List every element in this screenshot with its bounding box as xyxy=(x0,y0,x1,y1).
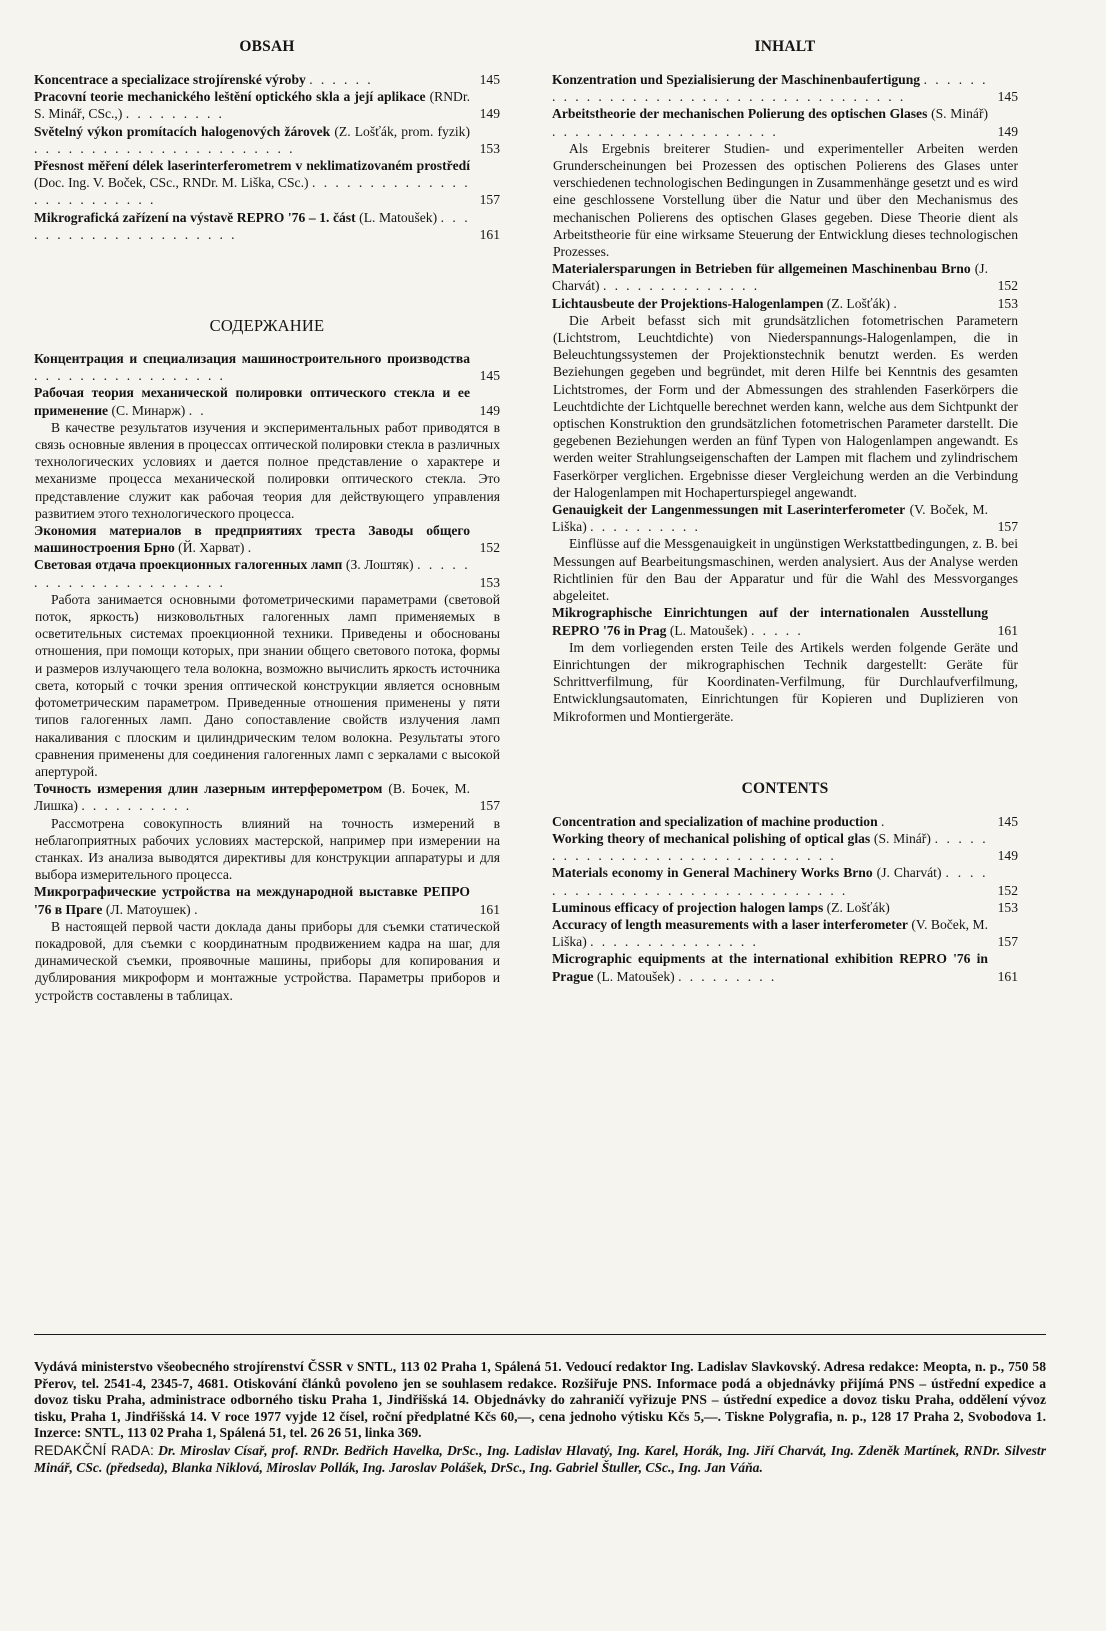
toc-entry xyxy=(552,260,1018,294)
article-author: (L. Matoušek) xyxy=(593,968,675,984)
toc-entry xyxy=(552,71,1018,105)
obsah-heading: OBSAH xyxy=(239,38,295,55)
leader-dots: . . . . . . . . . . . . . . . . . . . . . . . xyxy=(34,140,295,156)
article-author: (S. Minář) xyxy=(927,106,989,122)
article-title xyxy=(552,71,988,105)
toc-entry xyxy=(552,295,1018,501)
page-number: 149 xyxy=(997,123,1018,139)
leader-dots: . . . . . . . . . . . . . . . . . . . . . . . . . . . . . . . . . . . . . xyxy=(552,72,988,105)
toc-entry xyxy=(34,157,500,209)
page-number: 157 xyxy=(997,934,1018,950)
article-title-bold: Точность измерения длин лазерным интерферометром xyxy=(34,781,383,797)
article-abstract: Die Arbeit befasst sich mit grundsätzlichen fotometrischen Parametern (Lichtstrom, Leuchtdichte) von Niederspannungs-Halogenlampen, die in Beleuchtungssystemen der Projektionstechnik benutzt werden. Es werden Beziehungen gegeben und begründet, mit deren Hilfe bei Kenntnis des gesamten Lichtstromes, der Form und der Abmessungen des strahlenden Faserkörpers die Leuchtdichte der Lichtquelle berechnet werden kann, welche aus dem Sichtpunkt der optischen Konstruktion den grundsätzlichen fotometrischen Parameter darstellt. Die gegebenen Beziehungen werden an fünf Typen von Halogenlampen angewandt. Es werden weiter Strahlungseigenschaften der Lampen mit flachem und zylindrischem Faserkörper verglichen. Ergebnisse dieser Vergleichung werden an die Verbindung der Halogenlampen mit Hochaperturspiegel angewandt. xyxy=(553,312,1018,500)
contents-list xyxy=(552,813,1018,985)
leader-dots: . . . . . . . . . . . . . . . . . . . . . . . . . . . . . . xyxy=(552,830,989,864)
article-abstract: Im dem vorliegenden ersten Teile des Artikels werden folgende Geräte und Einrichtungen der mikrographischen Technik dargestellt: Geräte für Schrittverfilmung, für Koordinaten-Verfilmung, für Durchlaufverfilmung, Entwicklungsautomaten, Einrichtungen für Kopieren und Duplizieren von Mikroformen und Montiergeräte. xyxy=(553,639,1018,724)
leader-dots: . xyxy=(893,295,900,311)
leader-dots: . . . . . xyxy=(751,622,804,638)
article-title xyxy=(552,105,988,139)
toc-entry xyxy=(34,883,500,1003)
leader-dots: . . . . . . . . . . . . . . . . . . . . . . xyxy=(34,557,470,590)
toc-entry-heading xyxy=(34,71,500,88)
article-title-bold: Přesnost měření délek laserinterferometrem v neklimatizovaném prostředí xyxy=(34,158,470,174)
footer-divider xyxy=(34,1334,1046,1335)
inhalt-list xyxy=(552,71,1018,725)
obsah-list xyxy=(34,71,500,243)
article-author: (Й. Харват) xyxy=(174,540,245,556)
page-number: 153 xyxy=(479,140,500,156)
article-title xyxy=(552,916,988,950)
article-title-bold: Koncentrace a specializace strojírenské výroby xyxy=(34,72,306,87)
article-title-bold: Luminous efficacy of projection halogen lamps xyxy=(552,899,824,915)
toc-entry xyxy=(34,71,500,88)
page-number: 152 xyxy=(479,540,500,556)
page-number: 149 xyxy=(479,402,500,418)
leader-dots: . . xyxy=(188,402,207,418)
article-title-bold: Arbeitstheorie der mechanischen Polierung des optischen Glases xyxy=(552,106,928,122)
toc-entry xyxy=(34,209,500,243)
article-title xyxy=(34,522,470,556)
page-number: 153 xyxy=(997,899,1018,915)
article-title xyxy=(34,157,470,209)
inhalt-heading: INHALT xyxy=(754,38,816,55)
leader-dots: . xyxy=(881,813,887,829)
page-number: 149 xyxy=(479,106,500,122)
soderzhanie-heading: СОДЕРЖАНИЕ xyxy=(209,316,325,336)
article-title xyxy=(34,209,470,243)
toc-entry xyxy=(34,350,500,384)
article-title xyxy=(552,864,988,898)
article-title xyxy=(552,830,988,864)
toc-entry xyxy=(34,384,500,522)
article-author: (J. Charvát) xyxy=(872,865,942,881)
article-abstract: Работа занимается основными фотометрическими параметрами (световой поток, яркость) низковольтных галогенных ламп применяемых в осветительных системах проекционной техники. Приведены и обоснованы отношения, при помощи которых, при знании общего светового потока, формы и размеров излучающего тела волокна, возможно вычислить яркость источника света, который с точки зрения оптической конструкции является основным фотометрическим параметром. Приведенные отношения применены у пяти типов галогенных ламп. Дано сопоставление свойств излучения ламп накаливания с плоским и цилиндрическим телом волокна. Результаты этого сравнения применены для соединения галогенных ламп с зеркалами с высокой апертурой. xyxy=(35,591,500,779)
article-abstract: Einflüsse auf die Messgenauigkeit in ungünstigen Werkstattbedingungen, z. B. bei Messungen auf Bearbeitungsmaschinen, werden analysiert. Aus der Analyse werden Richtlinien für den Bau der Apparatur und für die Wahl des Messvorganges abgeleitet. xyxy=(553,536,1018,604)
article-title xyxy=(34,123,470,157)
leader-dots: . . . . . . . . . xyxy=(125,106,225,122)
leader-dots: . . . . . . . . . . . . . . . . . . . . xyxy=(552,123,779,139)
toc-entry xyxy=(552,830,1018,864)
article-title-bold: Световая отдача проекционных галогенных ламп xyxy=(34,557,343,573)
leader-dots: . . . . . . . . . . . . . . . xyxy=(590,934,759,950)
toc-entry-heading xyxy=(552,260,1018,294)
page-number: 161 xyxy=(997,968,1018,984)
toc-entry-heading xyxy=(34,209,500,243)
article-author: (L. Matoušek) xyxy=(666,622,748,638)
toc-entry xyxy=(34,780,500,883)
article-author: (V. Boček, M. Liška) xyxy=(552,502,988,535)
contents-heading: CONTENTS xyxy=(741,779,829,797)
toc-entry-heading xyxy=(34,157,500,209)
page-number: 149 xyxy=(997,848,1018,864)
article-title xyxy=(552,950,988,984)
article-title-bold: Pracovní teorie mechanického leštění optického skla a její aplikace xyxy=(34,89,426,105)
leader-dots: . . . . . . . . . . . . . . . . . . . . . xyxy=(34,209,470,242)
article-author: (J. Charvát) xyxy=(552,261,988,294)
page-number: 161 xyxy=(997,622,1018,638)
leader-dots: . . . . . . . . . . . . . . . . . xyxy=(34,368,226,384)
toc-entry xyxy=(552,105,1018,260)
article-author: (Л. Матоушек) xyxy=(102,901,191,917)
article-title xyxy=(552,813,988,830)
article-title-bold: Микрографические устройства на международной выставке РЕПРО '76 в Праге xyxy=(34,884,470,917)
article-author: (V. Boček, M. Liška) xyxy=(552,916,988,950)
leader-dots: . . . . . . . . . . . . . . . . . . . . . . . . . xyxy=(34,175,470,208)
article-title-bold: Mikrographische Einrichtungen auf der internationalen Ausstellung REPRO '76 in Prag xyxy=(552,605,988,638)
toc-entry xyxy=(552,813,1018,830)
page-number: 145 xyxy=(997,89,1018,105)
leader-dots: . . . . . . . . . . . . . . xyxy=(602,278,760,294)
page-number: 157 xyxy=(479,798,500,814)
page-number: 153 xyxy=(479,574,500,590)
article-title-bold: Konzentration und Spezialisierung der Maschinenbaufertigung xyxy=(552,72,921,87)
article-title xyxy=(552,260,988,294)
publisher-info: Vydává ministerstvo všeobecného strojírenství ČSSR v SNTL, 113 02 Praha 1, Spálená 51. Vedoucí redaktor Ing. Ladislav Slavkovský. Adresa redakce: Meopta, n. p., 750 58 Přerov, tel. 2541-4, 2345-7, 4681. Otiskování článků povoleno jen se souhlasem redakce. Rozšiřuje PNS. Informace podá a objednávky přijímá PNS – ústřední expedice a dovoz tisku Praha, administrace odborného tisku Praha 1, Jindřišská 14. Objednávky do zahraničí vyřizuje PNS – ústřední expedice a dovoz tisku Praha, oddělení vývoz tisku, Praha 1, Jindřišská 14. V roce 1977 vyjde 12 čísel, roční předplatné Kčs 60,—, cena jednoho výtisku Kčs 5,—. Tiskne Polygrafia, n. p., 128 17 Praha 2, Svobodova 1. Inzerce: SNTL, 113 02 Praha 1, Spálená 51, tel. 26 26 51, linka 369. xyxy=(34,1359,1046,1441)
toc-entry-heading xyxy=(552,864,1018,898)
toc-entry xyxy=(552,501,1018,604)
toc-entry-heading xyxy=(552,71,1018,105)
article-author: (С. Минарж) xyxy=(108,402,186,418)
toc-entry-heading xyxy=(34,522,500,556)
article-title xyxy=(34,384,470,418)
article-author: (S. Minář) xyxy=(870,830,931,846)
article-abstract: В настоящей первой части доклада даны приборы для съемки статической покадровой, для съемки с координатным продвижением кадра на шаг, для динамической съемки, проявочные машины, приборы для копирования и дублирования микроформ и монтажные устройства. Параметры приборов и устройств составлены в таблицах. xyxy=(35,918,500,1003)
toc-entry xyxy=(34,88,500,122)
article-title-bold: Mikrografická zařízení na výstavě REPRO '76 – 1. část xyxy=(34,209,356,225)
toc-entry-heading xyxy=(552,501,1018,535)
article-title-bold: Working theory of mechanical polishing of optical glas xyxy=(552,830,871,846)
toc-entry-heading xyxy=(34,556,500,590)
article-title xyxy=(552,899,988,916)
toc-entry-heading xyxy=(552,604,1018,638)
article-author: (Z. Lošťák) xyxy=(823,899,890,915)
colophon xyxy=(34,1334,1046,1476)
soderzhanie-list xyxy=(34,350,500,1004)
leader-dots: . xyxy=(247,540,254,556)
right-column xyxy=(552,38,1018,985)
article-author: (Doc. Ing. V. Boček, CSc., RNDr. M. Liška, CSc.) xyxy=(34,175,309,191)
article-title xyxy=(552,604,988,638)
article-title-bold: Концентрация и специализация машиностроительного производства xyxy=(34,351,470,367)
toc-entry-heading xyxy=(552,830,1018,864)
article-title xyxy=(34,780,470,814)
page-number: 145 xyxy=(479,72,500,87)
article-title xyxy=(34,883,470,917)
article-title-bold: Экономия материалов в предприятиях треста Заводы общего машиностроения Брно xyxy=(34,523,470,556)
article-abstract: В качестве результатов изучения и экспериментальных работ приводятся в связь основные явления в процессах оптической полировки стекла в различных технологических условиях и дается полное представление о характере и механизме процесса механической полировки оптического стекла. Это представление служит как рабочая теория для действующего управления развитием этого технологического процесса. xyxy=(35,419,500,521)
toc-entry-heading xyxy=(34,350,500,384)
toc-entry xyxy=(34,556,500,780)
article-title-bold: Micrographic equipments at the international exhibition REPRO '76 in Prague xyxy=(552,951,988,984)
article-title xyxy=(34,71,470,88)
leader-dots: . . . . . . . . . xyxy=(678,968,777,984)
toc-entry-heading xyxy=(34,384,500,418)
leader-dots: . . . . . . . . . . xyxy=(590,519,701,535)
article-author: (Z. Lošťák, prom. fyzik) xyxy=(330,123,470,139)
toc-entry xyxy=(552,950,1018,984)
toc-entry-heading xyxy=(552,295,1018,312)
article-title-bold: Materialersparungen in Betrieben für allgemeinen Maschinenbau Brno xyxy=(552,261,971,277)
article-title xyxy=(552,501,988,535)
toc-entry-heading xyxy=(34,123,500,157)
toc-entry xyxy=(34,123,500,157)
article-author: (RNDr. S. Minář, CSc.,) xyxy=(34,89,470,122)
leader-dots: . . . . . . xyxy=(309,72,374,87)
article-title xyxy=(34,350,470,384)
page-number: 157 xyxy=(997,519,1018,535)
toc-entry-heading xyxy=(34,883,500,917)
article-author: (L. Matoušek) xyxy=(355,209,438,225)
article-title xyxy=(34,88,470,122)
article-title-bold: Genauigkeit der Langenmessungen mit Laserinterferometer xyxy=(552,502,906,518)
toc-entry-heading xyxy=(34,780,500,814)
article-title-bold: Materials economy in General Machinery Works Brno xyxy=(552,865,873,881)
article-title-bold: Accuracy of length measurements with a laser interferometer xyxy=(552,916,908,932)
editorial-board-label: REDAKČNÍ RADA: xyxy=(34,1441,154,1458)
article-author: (Z. Lošťák) xyxy=(823,295,890,311)
page-number: 157 xyxy=(479,192,500,208)
article-title xyxy=(34,556,470,590)
article-abstract: Рассмотрена совокупность влияний на точность измерений в неблагоприятных рабочих условиях мастерской, например при измерении на станках. Из анализа выводятся директивы для конструкции аппаратуры и для выбора измерительного процесса. xyxy=(35,815,500,883)
page-number: 161 xyxy=(479,901,500,917)
article-title-bold: Světelný výkon promítacích halogenových žárovek xyxy=(34,123,331,139)
article-title xyxy=(552,295,988,312)
toc-entry xyxy=(552,916,1018,950)
toc-entry-heading xyxy=(552,105,1018,139)
page-number: 145 xyxy=(479,368,500,384)
article-title-bold: Concentration and specialization of machine production xyxy=(552,813,878,829)
toc-entry-heading xyxy=(552,950,1018,984)
toc-entry xyxy=(552,604,1018,724)
toc-entry-heading xyxy=(34,88,500,122)
toc-entry xyxy=(552,899,1018,916)
toc-entry-heading xyxy=(552,813,1018,830)
leader-dots: . . . . . . . . . . . . . . . . . . . . . . . . . . . . . . xyxy=(552,865,988,898)
article-author: (З. Лоштяк) xyxy=(342,557,414,573)
article-title-bold: Рабочая теория механической полировки оптического стекла и ее применение xyxy=(34,385,470,418)
page-number: 153 xyxy=(997,295,1018,311)
page-number: 145 xyxy=(997,813,1018,829)
toc-entry-heading xyxy=(552,916,1018,950)
page-number: 152 xyxy=(997,882,1018,898)
article-title-bold: Lichtausbeute der Projektions-Halogenlampen xyxy=(552,295,824,311)
toc-entry-heading xyxy=(552,899,1018,916)
leader-dots: . . . . . . . . . . xyxy=(81,798,192,814)
article-abstract: Als Ergebnis breiterer Studien- und experimenteller Arbeiten werden Grunderscheinungen bei Prozessen des optischen Polierens des Glases unter verschiedenen technologischen Bedingungen in Zusammenhänge gesetzt und es wird eine geschlossene Vorstellung über die Natur und über den Mechanismus des mechanischen Polierens des optischen Glases gegeben. Diese Theorie dient als Arbeitstheorie für eine wirksame Steuerung der Entwicklung dieses technologischen Prozesses. xyxy=(553,140,1018,260)
page-number: 152 xyxy=(997,278,1018,294)
leader-dots: . xyxy=(194,901,200,917)
editorial-board-names: Dr. Miroslav Císař, prof. RNDr. Bedřich Havelka, DrSc., Ing. Ladislav Hlavatý, Ing. Karel, Horák, Ing. Jiří Charvát, Ing. Zdeněk Martínek, RNDr. Silvestr Minář, CSc. (předseda), Blanka Niklová, Miroslav Pollák, Ing. Jaroslav Polášek, DrSc., Ing. Gabriel Štuller, CSc., Ing. Jan Váňa. xyxy=(34,1442,1046,1475)
toc-entry xyxy=(34,522,500,556)
page-number: 161 xyxy=(479,226,500,242)
article-author: (В. Бочек, М. Лишка) xyxy=(34,781,470,814)
left-column xyxy=(34,38,500,1004)
toc-entry xyxy=(552,864,1018,898)
